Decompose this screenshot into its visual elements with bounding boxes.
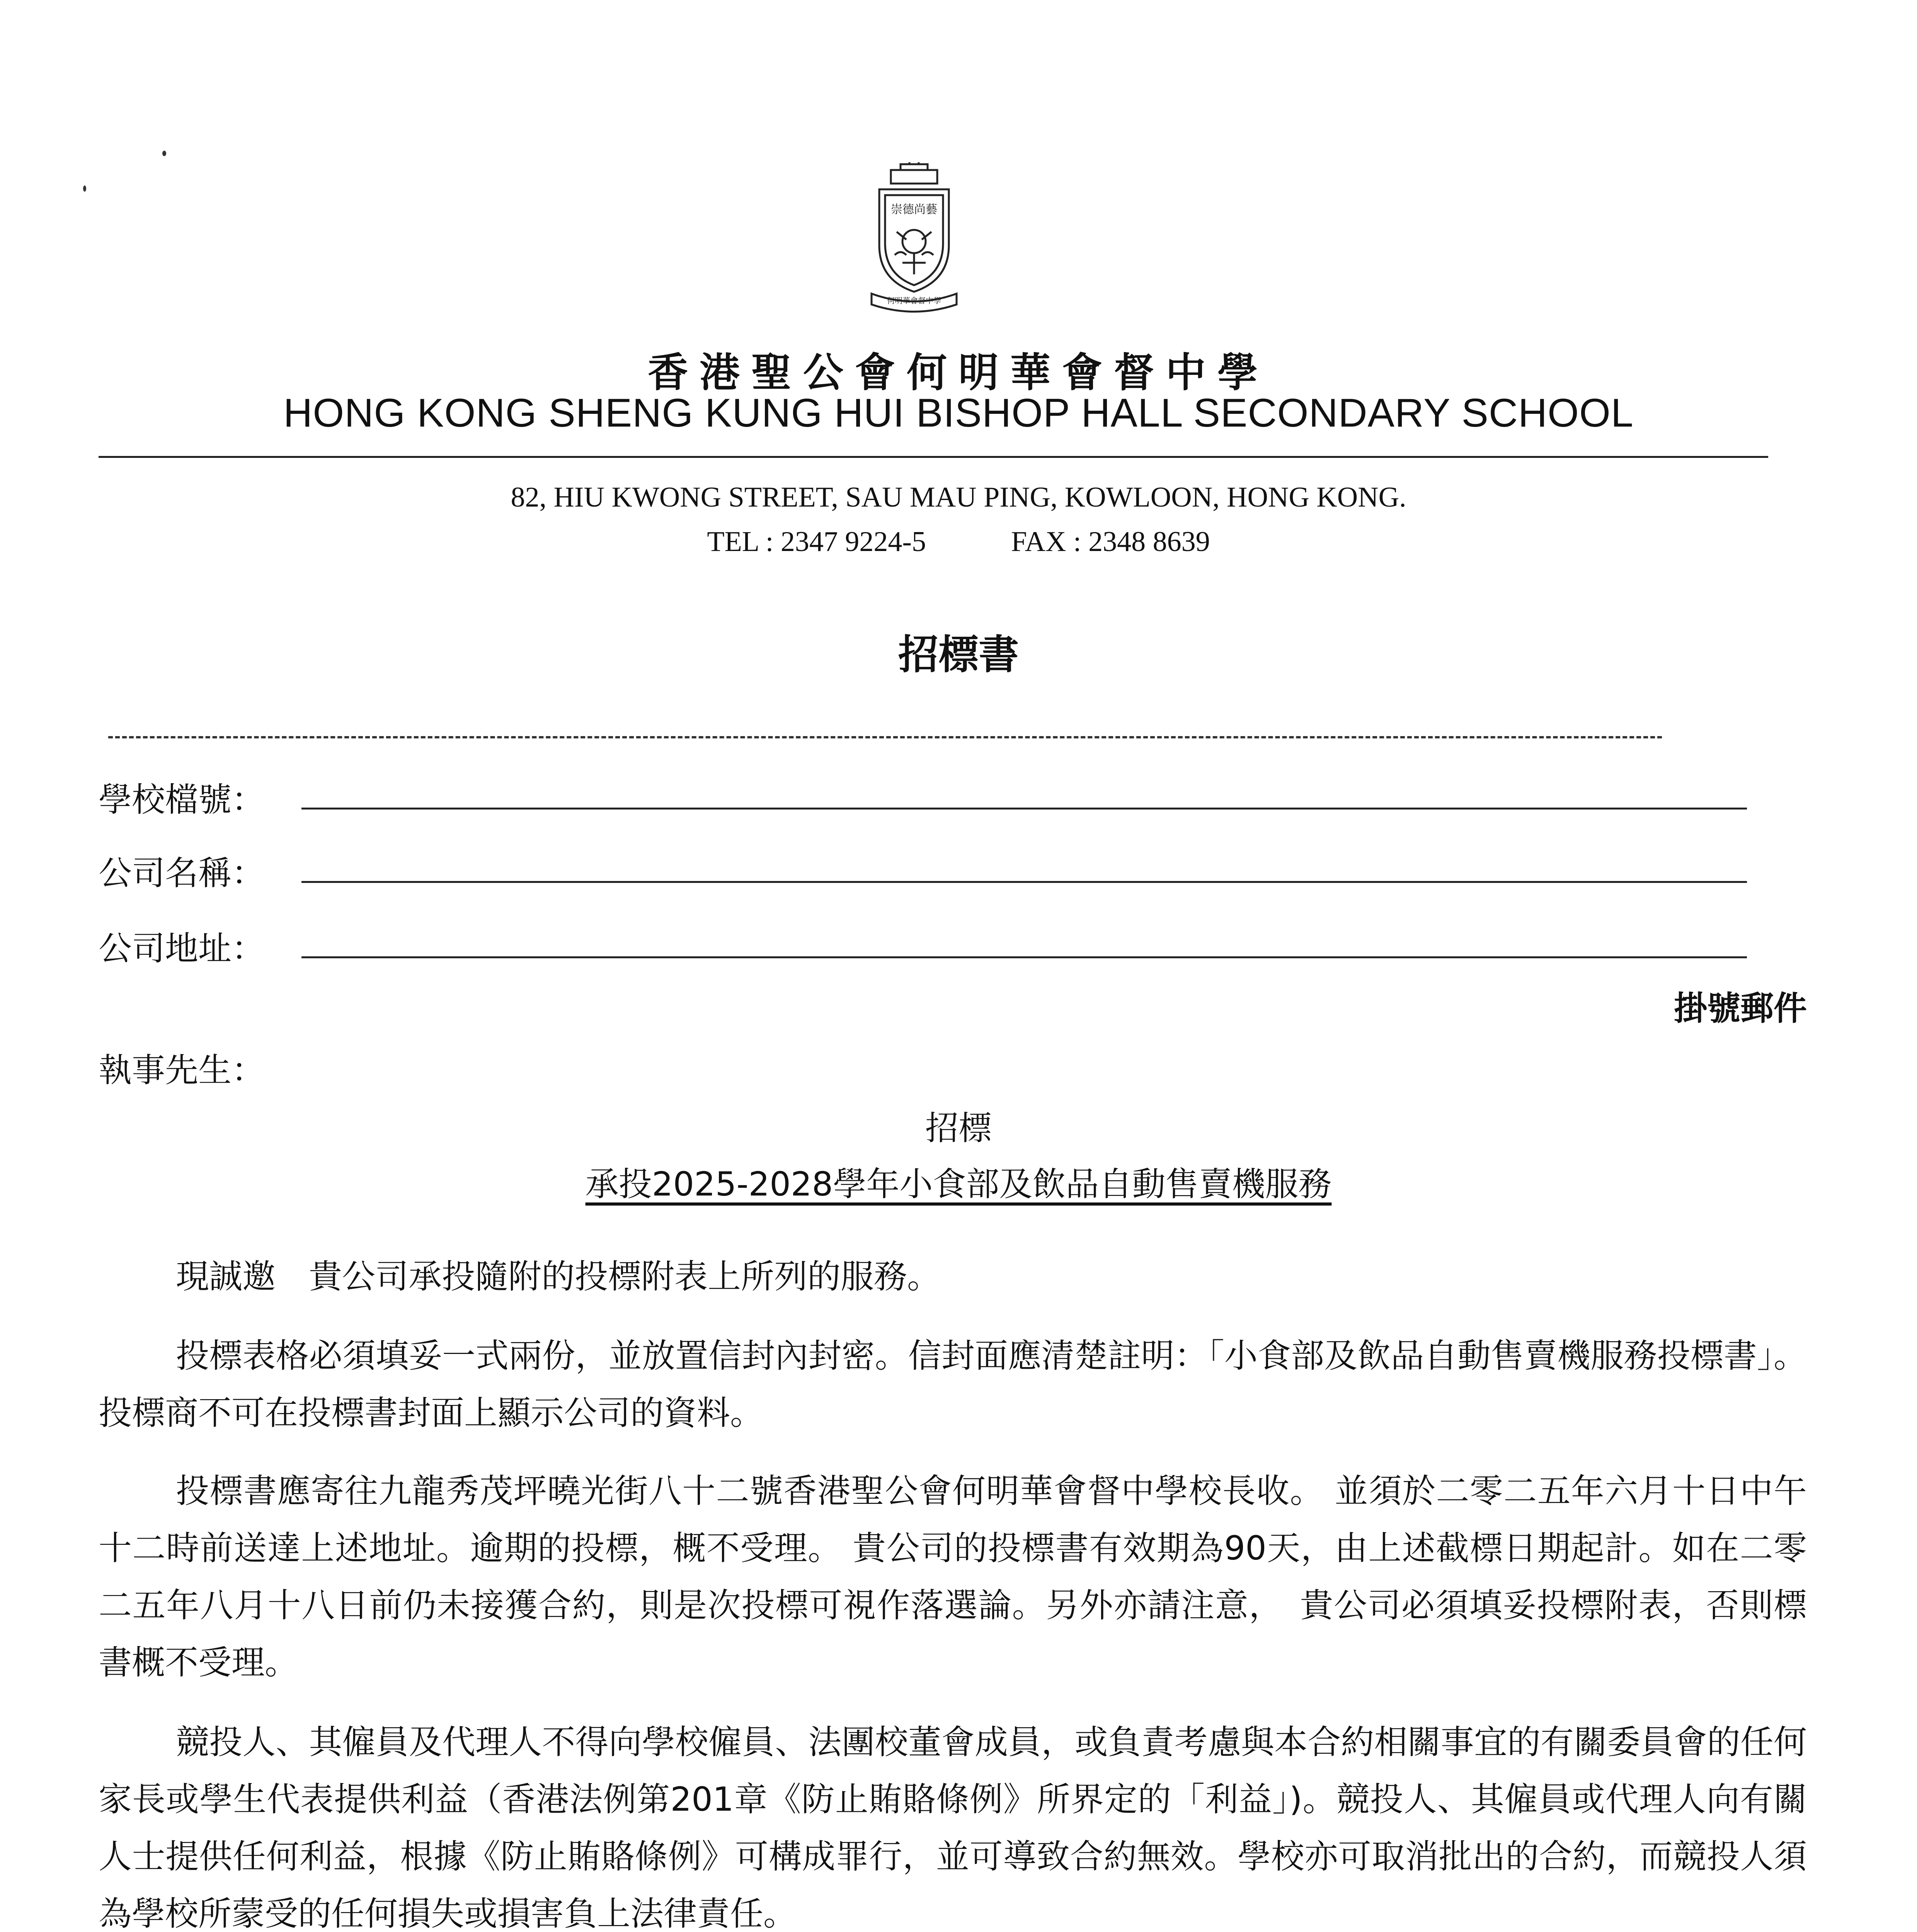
tender-subject: 承投2025-2028學年小食部及飲品自動售賣機服務 — [585, 1165, 1332, 1204]
field-label-school-ref: 學校檔號： — [99, 781, 265, 819]
field-label-company-name: 公司名稱： — [99, 854, 265, 893]
registered-mail-label: 掛號郵件 — [1674, 989, 1807, 1028]
crest-motto: 崇德尚藝 — [891, 203, 937, 216]
school-address: 82, HIU KWONG STREET, SAU MAU PING, KOWLOON, HONG KONG. — [511, 481, 1406, 513]
scan-speck — [162, 151, 166, 156]
scan-speck — [83, 185, 86, 192]
field-line-school-ref[interactable] — [301, 808, 1747, 810]
telephone: TEL : 2347 9224-5 — [707, 526, 926, 558]
header-divider — [99, 456, 1768, 458]
tender-heading: 招標 — [925, 1109, 992, 1148]
body-paragraph: 投標表格必須填妥一式兩份，並放置信封內封密。信封面應清楚註明：「小食部及飲品自動售賣機服務投標書」。投標商不可在投標書封面上顯示公司的資料。 — [99, 1337, 1807, 1432]
crest-banner: 何明華會督中學 — [887, 296, 941, 305]
body-paragraph: 投標書應寄往九龍秀茂坪曉光街八十二號香港聖公會何明華會督中學校長收。 並須於二零二五年六月十日中午十二時前送達上述地址。逾期的投標，概不受理。 貴公司的投標書有效期為90天，由上述截標日期起計。如在二零二五年八月十八日前仍未接獲合約，則是次投標可視作落選論。另外亦請注意， 貴公司必須填妥投標附表，否則標書概不受理。 — [99, 1472, 1807, 1682]
contact-line — [0, 526, 1917, 558]
document-title: 招標書 — [898, 631, 1019, 678]
body-paragraph: 競投人、其僱員及代理人不得向學校僱員、法團校董會成員，或負責考慮與本合約相關事宜的有關委員會的任何家長或學生代表提供利益（香港法例第201章《防止賄賂條例》所界定的「利益」)。競投人、其僱員或代理人向有關人士提供任何利益，根據《防止賄賂條例》可構成罪行，並可導致合約無效。學校亦可取消批出的合約，而競投人須為學校所蒙受的任何損失或損害負上法律責任。 — [99, 1723, 1807, 1932]
body-paragraph: 現誠邀 貴公司承投隨附的投標附表上所列的服務。 — [176, 1257, 940, 1296]
salutation: 執事先生： — [99, 1051, 265, 1090]
school-name-en: HONG KONG SHENG KUNG HUI BISHOP HALL SECONDARY SCHOOL — [283, 391, 1634, 435]
school-crest-logo — [864, 162, 964, 313]
school-name-zh: 香港聖公會何明華會督中學 — [647, 349, 1269, 396]
field-line-company-address[interactable] — [301, 956, 1747, 958]
dashed-divider — [108, 736, 1662, 738]
fax: FAX : 2348 8639 — [1011, 526, 1210, 558]
field-line-company-name[interactable] — [301, 881, 1747, 883]
field-label-company-address: 公司地址： — [99, 929, 265, 968]
